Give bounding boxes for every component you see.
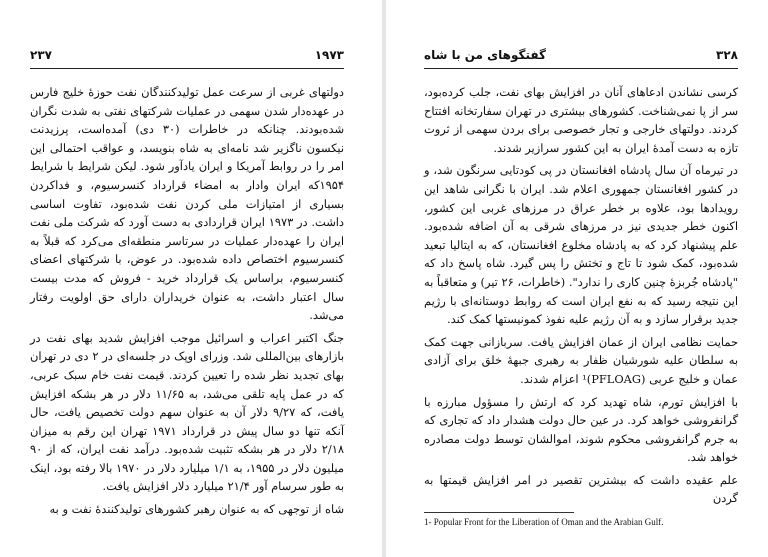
- left-paragraph-1: دولتهای غربی از سرعت عمل تولیدکنندگان نفت حوزهٔ خلیج فارس در عهده‌دار شدن سهمی در عملیات شرکتهای نفتی به شدت نگران شده‌بودند. چنانکه در خاطرات (۳۰ دی) آمده‌است، پرزیدنت نیکسون ناگزیر شد نامه‌ای به شاه بنویسد، و عواقب احتمالی این امر را در روابط آمریکا و ایران یادآور شود. لیکن شرایط با شرایط ۱۹۵۴که ایران وادار به امضاء قرارداد کنسرسیوم، و فداکردن بسیاری از امتیازات ملی کردن نفت شده‌بود، تفاوت اساسی داشت. در ۱۹۷۳ ایران قراردادی به دست آورد که شرکت ملی نفت ایران را عهده‌دار عملیات در سرتاسر منطقه‌ای می‌کرد که قبلاً به کنسرسیوم اختصاص داده شده‌بود. در عوض، با شرکتهای اعضای کنسرسیوم، براساس یک قرارداد خرید - فروش که مدت بیست سال اعتبار داشت، به عنوان خریداران دارای حق اولویت رفتار می‌شد.: [30, 85, 344, 323]
- left-page-header: [30, 42, 344, 69]
- left-page-body: [30, 83, 344, 519]
- left-paragraph-2: جنگ اکتبر اعراب و اسرائیل موجب افزایش شدید بهای نفت در بازارهای بین‌المللی شد. وزرای اوپک در جلسه‌ای در ۲ دی در تهران بهای تجدید نظر شده را تعیین کردند. قیمت نفت خام سبک عربی، که در عمل پایه تلقی می‌شد، به ۱۱/۶۵ دلار در هر بشکه افزایش یافت، که ۹/۲۷ دلار آن به عنوان سهم دولت تخصیص یافت، حال آنکه تنها دو سال پیش در قرارداد ۱۹۷۱ تهران این رقم به میزان ۲/۱۸ دلار در هر بشکه تثبیت شده‌بود. درآمد نفت ایران، که از ۹۰ میلیون دلار در ۱۹۵۵، به ۱/۱ میلیارد دلار در ۱۹۷۰ بالا رفته بود، اینک به طور سرسام آور ۲۱/۴ میلیارد دلار افزایش یافت.: [30, 330, 344, 494]
- left-paragraph-3: شاه از توجهی که به عنوان رهبر کشورهای تولیدکنندهٔ نفت و به: [49, 502, 344, 517]
- footnote-rule: [424, 512, 574, 513]
- right-page: [386, 0, 768, 557]
- right-page-header: [424, 42, 738, 69]
- right-page-number: ۳۲۸: [716, 48, 738, 62]
- left-page-number: ۲۳۷: [30, 48, 52, 62]
- right-paragraph-1: کرسی نشاندن ادعاهای آنان در افزایش بهای نفت، جلب کرده‌بود، سر از پا نمی‌شناخت. کشورهای بیشتری در تهران سفارتخانه افتتاح کردند. دولتهای خارجی و تجار خصوصی برای بردن سهمی از ثروت تازه به دست آمدهٔ ایران به این کشور سرازیر شدند.: [424, 85, 738, 155]
- right-paragraph-5: علم عقیده داشت که بیشترین تقصیر در امر افزایش قیمتها به گردن: [424, 472, 738, 506]
- right-paragraph-3: حمایت نظامی ایران از عمان افزایش یافت. سربازانی جهت کمک به سلطان علیه شورشیان ظفار به رهبری جبههٔ خلق برای آزادی عمان و خلیج عربی (PFLOAG)¹ اعزام شدند.: [424, 334, 738, 386]
- right-page-body: [424, 83, 738, 508]
- footnote: 1- Popular Front for the Liberation of Oman and the Arabian Gulf.: [424, 517, 664, 527]
- left-running-head: ۱۹۷۳: [314, 48, 344, 62]
- right-paragraph-2: در تیرماه آن سال پادشاه افغانستان در پی کودتایی سرنگون شد، و در کشور افغانستان جمهوری اعلام شد. ایران با نگرانی شاهد این رویدادها بود، علاوه بر خطر عراق در مرزهای غربی این کشور، اکنون خطر جدیدی نیز در مرزهای شرقی به آن اضافه شده‌بود. علم پیشنهاد کرد که به پادشاه مخلوع افغانستان، که به ایتالیا تبعید شده‌بود، کمک شود تا تاج و تختش را پس گیرد. شاه پاسخ داد که "پادشاه جُربزهٔ چنین کاری را ندارد". (خاطرات، ۲۶ تیر) و متعاقباً به این نتیجه رسید که به نفع ایران است که روابط دوستانه‌ای با رژیم جدید برقرار سازد و به آن رژیم علیه نفوذ کمونیستها کمک کند.: [424, 163, 738, 327]
- right-running-head: گفتگوهای من با شاه: [424, 48, 547, 62]
- right-paragraph-4: با افزایش تورم، شاه تهدید کرد که ارتش را مسؤول مبارزه با گرانفروشی خواهد کرد. در عین حال دولت هشدار داد که تجاری که به جرم گرانفروشی محکوم شوند، اموالشان توسط دولت مصادره خواهد شد.: [424, 394, 738, 465]
- left-page: [0, 0, 382, 557]
